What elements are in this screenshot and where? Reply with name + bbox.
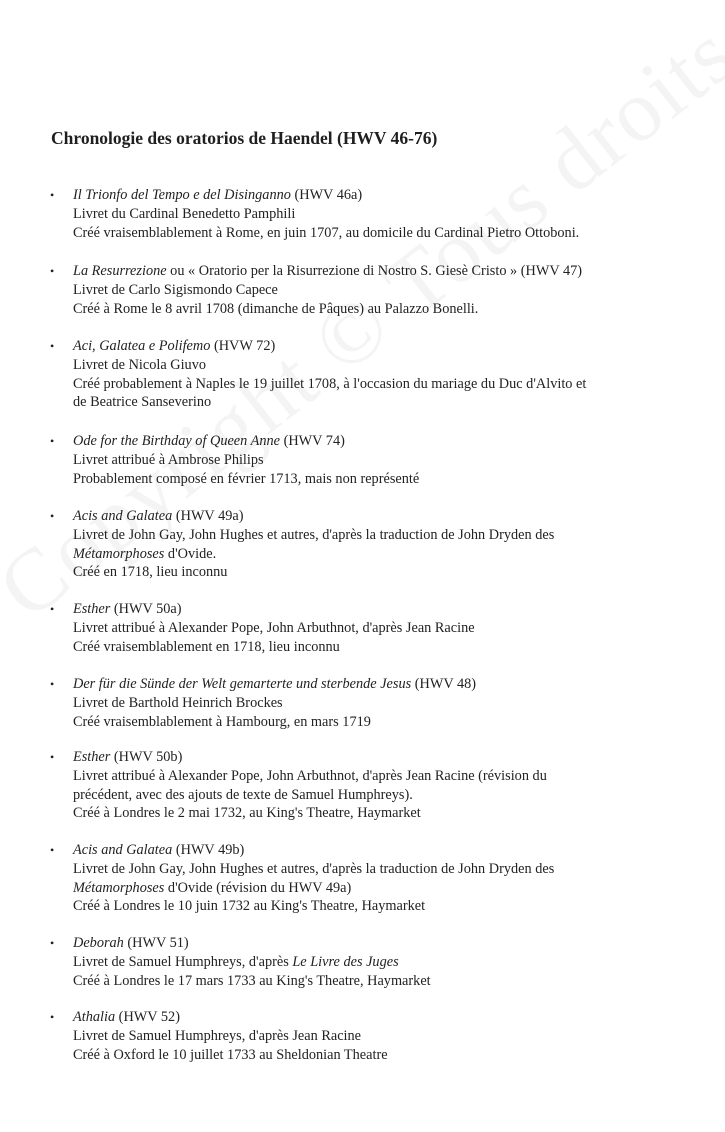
list-item (50, 262, 673, 318)
list-item (50, 432, 673, 488)
hwv-number: (HWV 52) (115, 1009, 180, 1025)
work-title: La Resurrezione (73, 263, 167, 279)
entry-line: Livret de Carlo Sigismondo Capece (73, 281, 278, 298)
entry-text: Livret de Samuel Humphreys, d'après (73, 953, 293, 970)
bullet-icon: • (50, 188, 55, 202)
bullet-icon: • (50, 264, 55, 278)
entry-line: Livret de Barthold Heinrich Brockes (73, 694, 283, 711)
hwv-number: (HWV 48) (411, 676, 477, 692)
work-title: Aci, Galatea e Polifemo (73, 338, 211, 354)
bullet-icon: • (50, 677, 55, 691)
entry-heading (73, 675, 673, 694)
work-title: Il Trionfo del Tempo e del Disinganno (73, 187, 291, 203)
entry-line: Créé en 1718, lieu inconnu (73, 564, 228, 581)
italic-text: Métamorphoses (73, 879, 165, 896)
hwv-number: (HWV 50a) (110, 601, 182, 617)
entry-line: Créé à Oxford le 10 juillet 1733 au Sheldonian Theatre (73, 1046, 388, 1063)
hwv-number: (HVW 72) (210, 338, 276, 354)
hwv-number: (HWV 74) (280, 433, 345, 449)
bullet-icon: • (50, 602, 55, 616)
entry-line: Livret de John Gay, John Hughes et autres, d'après la traduction de John Dryden des (73, 860, 555, 877)
entry-heading (73, 1008, 673, 1027)
work-title: Esther (73, 749, 111, 765)
hwv-number: (HWV 49b) (172, 842, 245, 858)
list-item (50, 600, 673, 656)
list-item (50, 934, 673, 990)
entry-line: Créé à Londres le 10 juin 1732 au King's Theatre, Haymarket (73, 898, 426, 915)
list-item (50, 186, 673, 242)
entry-line: Créé vraisemblablement à Rome, en juin 1707, au domicile du Cardinal Pietro Ottoboni. (73, 224, 580, 241)
bullet-icon: • (50, 339, 55, 353)
list-item (50, 507, 673, 582)
entry-line: Créé à Rome le 8 avril 1708 (dimanche de Pâques) au Palazzo Bonelli. (73, 300, 479, 317)
italic-text: Le Livre des Juges (292, 953, 399, 970)
entry-line: Créé à Londres le 2 mai 1732, au King's Theatre, Haymarket (73, 805, 421, 822)
entry-line: Créé probablement à Naples le 19 juillet 1708, à l'occasion du mariage du Duc d'Alvito et (73, 375, 587, 392)
entry-line: Probablement composé en février 1713, mais non représenté (73, 470, 420, 487)
entry-line: Livret du Cardinal Benedetto Pamphili (73, 205, 296, 222)
entry-line: Livret de John Gay, John Hughes et autres, d'après la traduction de John Dryden des (73, 526, 555, 543)
italic-text: Métamorphoses (73, 545, 165, 562)
entry-line: Livret de Nicola Giuvo (73, 356, 207, 373)
bullet-icon: • (50, 750, 55, 764)
entry-text: d'Ovide. (164, 545, 217, 562)
list-item (50, 337, 673, 412)
work-title: Esther (73, 601, 111, 617)
bullet-icon: • (50, 434, 55, 448)
entry-line: Livret attribué à Alexander Pope, John Arbuthnot, d'après Jean Racine (73, 619, 475, 636)
work-title: Der für die Sünde der Welt gemarterte und sterbende Jesus (73, 676, 412, 692)
bullet-icon: • (50, 843, 55, 857)
hwv-number: (HWV 50b) (110, 749, 183, 765)
hwv-number: (HWV 46a) (290, 187, 363, 203)
work-title: Athalia (73, 1009, 116, 1025)
work-title: Ode for the Birthday of Queen Anne (73, 433, 280, 449)
entry-heading (73, 262, 673, 281)
entry-line: Créé vraisemblablement à Hambourg, en mars 1719 (73, 713, 371, 730)
entry-line: Créé vraisemblablement en 1718, lieu inconnu (73, 638, 340, 655)
bullet-icon: • (50, 509, 55, 523)
entry-heading (73, 748, 673, 767)
entry-heading (73, 934, 673, 953)
entry-line: précédent, avec des ajouts de texte de Samuel Humphreys). (73, 786, 413, 803)
entry-heading (73, 841, 673, 860)
work-title: Acis and Galatea (73, 842, 173, 858)
entry-line (73, 545, 673, 564)
entry-line: Livret attribué à Ambrose Philips (73, 451, 264, 468)
entry-line: Livret attribué à Alexander Pope, John Arbuthnot, d'après Jean Racine (révision du (73, 767, 547, 784)
list-item (50, 1008, 673, 1064)
hwv-number: (HWV 49a) (172, 508, 244, 524)
hwv-number: ou « Oratorio per la Risurrezione di Nostro S. Giesè Cristo » (HWV 47) (166, 263, 583, 279)
entry-line (73, 879, 673, 898)
entry-heading (73, 432, 673, 451)
entry-heading (73, 337, 673, 356)
work-title: Deborah (73, 935, 124, 951)
bullet-icon: • (50, 936, 55, 950)
entry-heading (73, 507, 673, 526)
entry-heading (73, 186, 673, 205)
list-item (50, 675, 673, 731)
entry-line: Livret de Samuel Humphreys, d'après Jean Racine (73, 1027, 362, 1044)
entry-line (73, 953, 673, 972)
page-title: Chronologie des oratorios de Haendel (HWV 46-76) (51, 128, 438, 148)
entry-line: Créé à Londres le 17 mars 1733 au King's Theatre, Haymarket (73, 972, 431, 989)
list-item (50, 748, 673, 823)
entry-line: de Beatrice Sanseverino (73, 394, 212, 411)
bullet-icon: • (50, 1010, 55, 1024)
list-item (50, 841, 673, 916)
hwv-number: (HWV 51) (123, 935, 189, 951)
entry-text: d'Ovide (révision du HWV 49a) (164, 879, 352, 896)
work-title: Acis and Galatea (73, 508, 173, 524)
entry-heading (73, 600, 673, 619)
